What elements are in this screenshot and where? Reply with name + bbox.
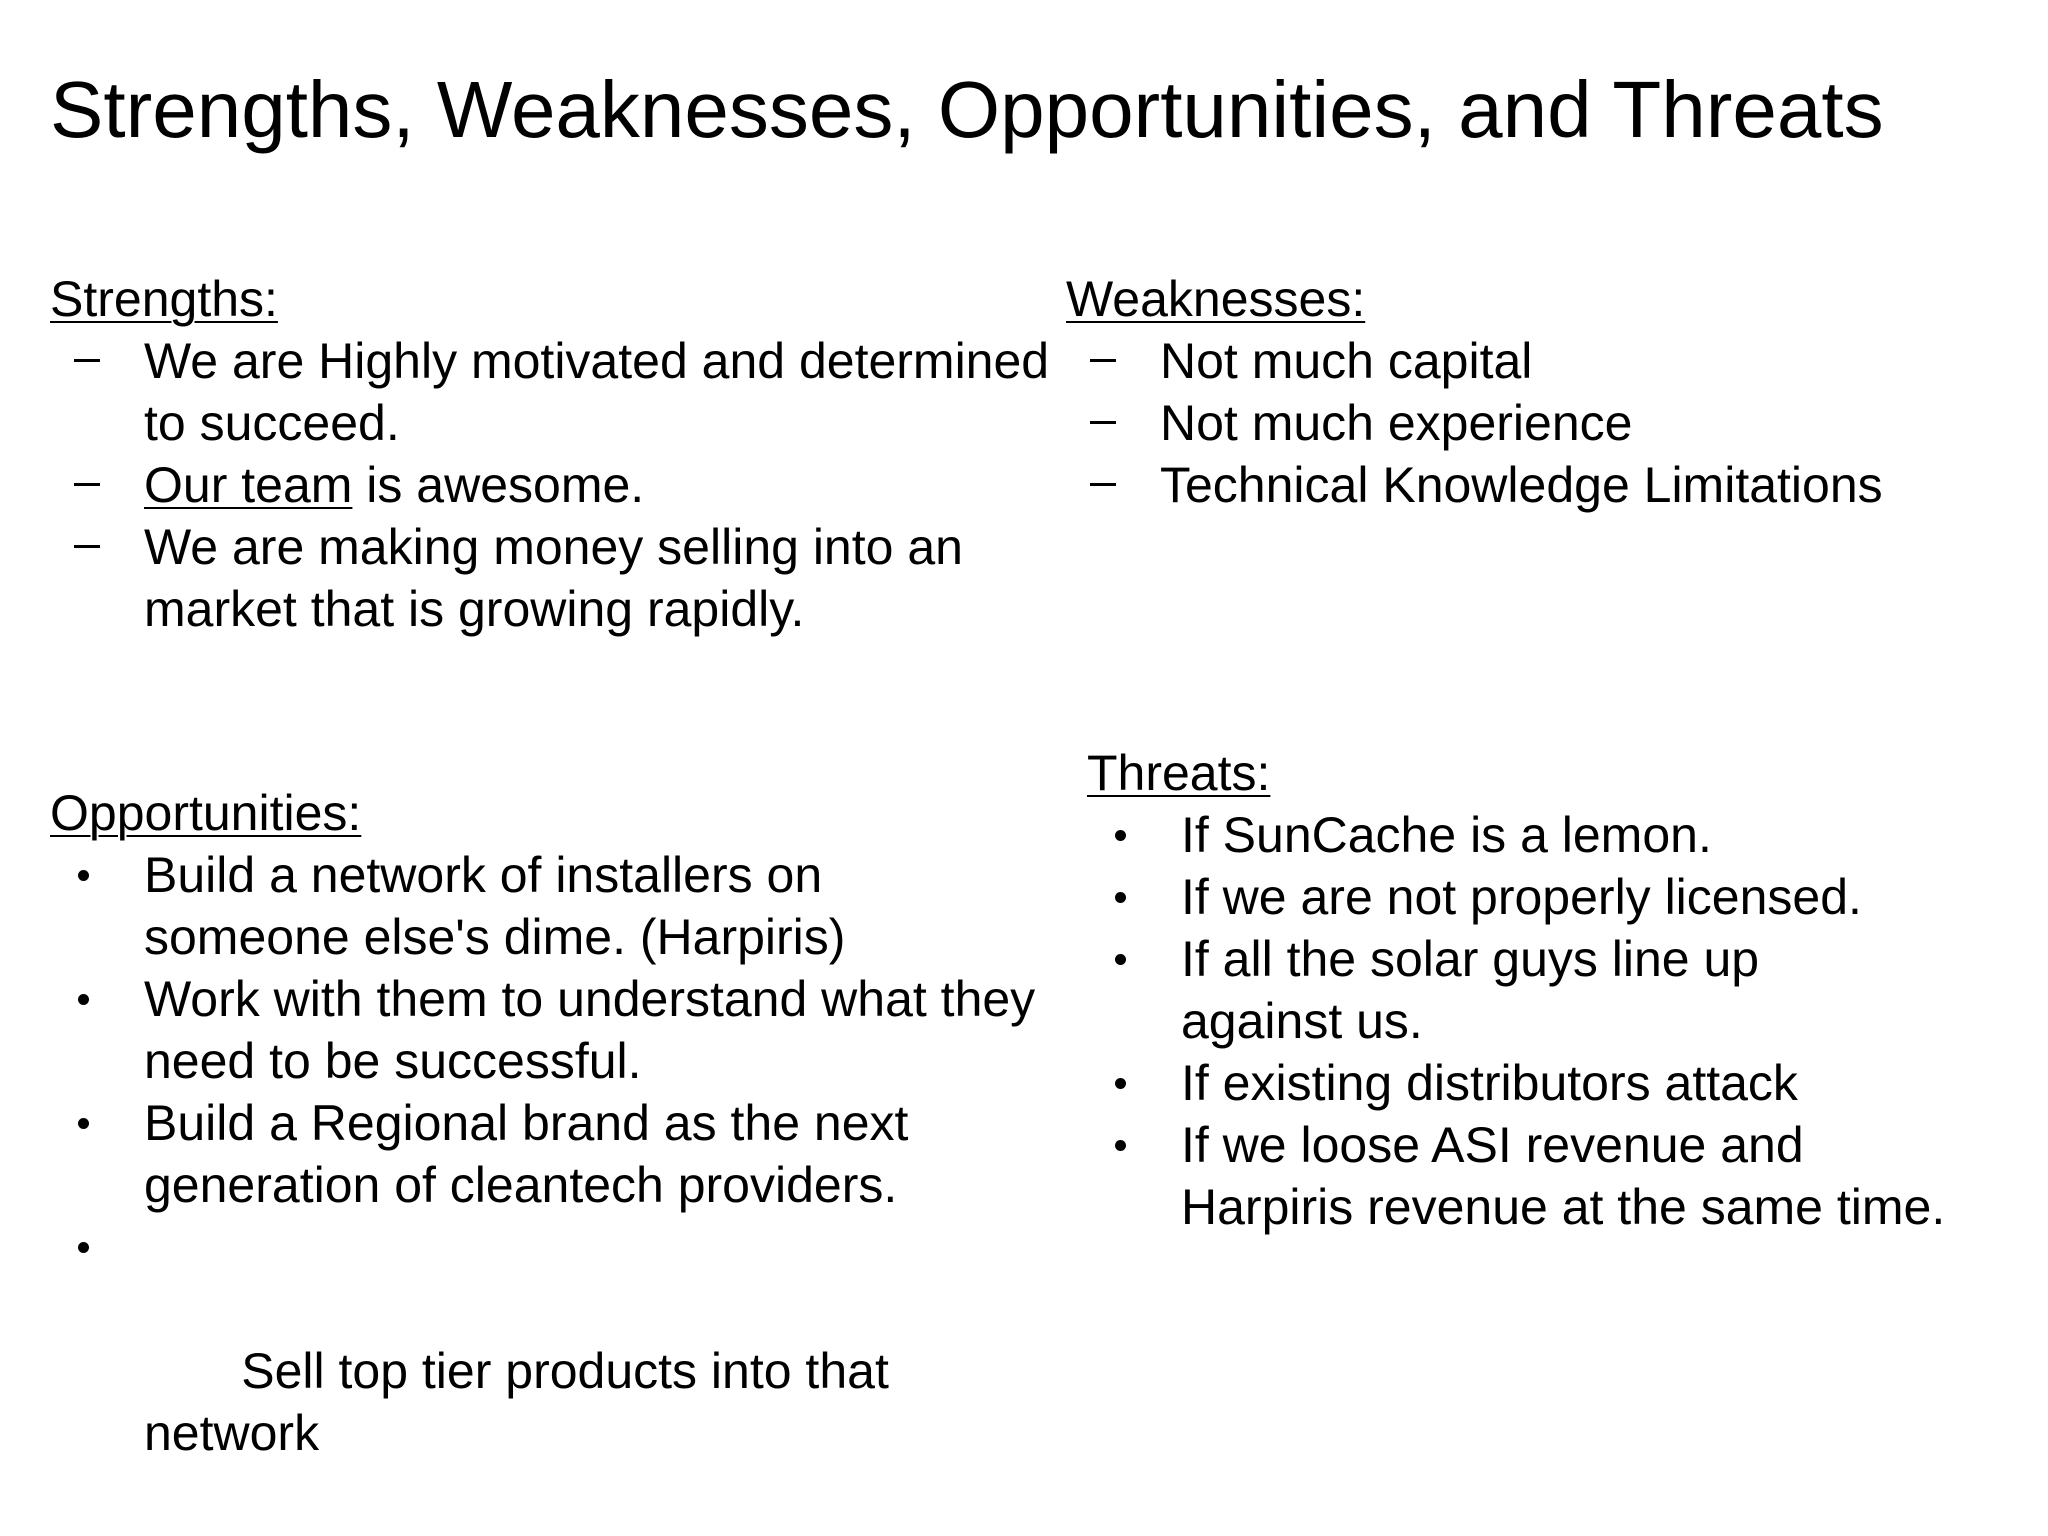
opportunities-heading: Opportunities: xyxy=(50,785,362,841)
strength-item xyxy=(50,516,1094,640)
threats-section xyxy=(1087,742,2027,1238)
opportunity-item-text: Build a network of installers on someone else's dime. (Harpiris) xyxy=(144,847,846,965)
threat-item-text: If existing distributors attack xyxy=(1181,1055,1798,1111)
threats-list xyxy=(1087,804,2027,1238)
weakness-item-text: Not much capital xyxy=(1160,333,1533,389)
weakness-item xyxy=(1066,392,2026,454)
weakness-item-text: Not much experience xyxy=(1160,395,1633,451)
opportunity-item xyxy=(50,844,1024,968)
strength-item-text: is awesome. xyxy=(352,457,645,513)
weakness-item xyxy=(1066,454,2026,516)
threat-item-text: If we are not properly licensed. xyxy=(1181,869,1862,925)
strengths-heading: Strengths: xyxy=(50,271,278,327)
weaknesses-section xyxy=(1066,268,2026,516)
opportunity-item xyxy=(50,1092,1044,1216)
slide-title: Strengths, Weaknesses, Opportunities, and Threats xyxy=(50,65,1884,154)
opportunities-list xyxy=(50,844,1050,1526)
opportunity-item-text: Build a Regional brand as the next generation of cleantech providers. xyxy=(144,1095,909,1213)
opportunity-item-text: Sell top tier products into that network xyxy=(144,1343,903,1461)
threat-item-text: If all the solar guys line up against us. xyxy=(1181,931,1760,1049)
strength-item-underlined-text: Our team xyxy=(144,457,353,513)
opportunity-item xyxy=(50,968,1064,1092)
threat-item-text: If we loose ASI revenue and Harpiris revenue at the same time. xyxy=(1181,1117,1946,1235)
opportunity-item xyxy=(50,1216,964,1526)
strength-item-text: We are making money selling into an market that is growing rapidly. xyxy=(144,519,963,637)
opportunity-item-text: Work with them to understand what they need to be successful. xyxy=(144,971,1036,1089)
weaknesses-heading: Weaknesses: xyxy=(1066,271,1366,327)
threat-item xyxy=(1087,804,2027,866)
threat-item xyxy=(1087,928,1921,1052)
opportunities-section xyxy=(50,782,1050,1526)
threat-item-text: If SunCache is a lemon. xyxy=(1181,807,1712,863)
threat-item xyxy=(1087,1114,1971,1238)
strength-item-text: We are Highly motivated and determined to succeed. xyxy=(144,333,1050,451)
weaknesses-list xyxy=(1066,330,2026,516)
threat-item xyxy=(1087,1052,2027,1114)
weakness-item xyxy=(1066,330,2026,392)
strength-item xyxy=(50,454,1050,516)
weakness-item-text: Technical Knowledge Limitations xyxy=(1160,457,1883,513)
threat-item xyxy=(1087,866,2027,928)
strengths-list xyxy=(50,330,1050,640)
strength-item xyxy=(50,330,1064,454)
threats-heading: Threats: xyxy=(1087,745,1271,801)
strengths-section xyxy=(50,268,1050,640)
